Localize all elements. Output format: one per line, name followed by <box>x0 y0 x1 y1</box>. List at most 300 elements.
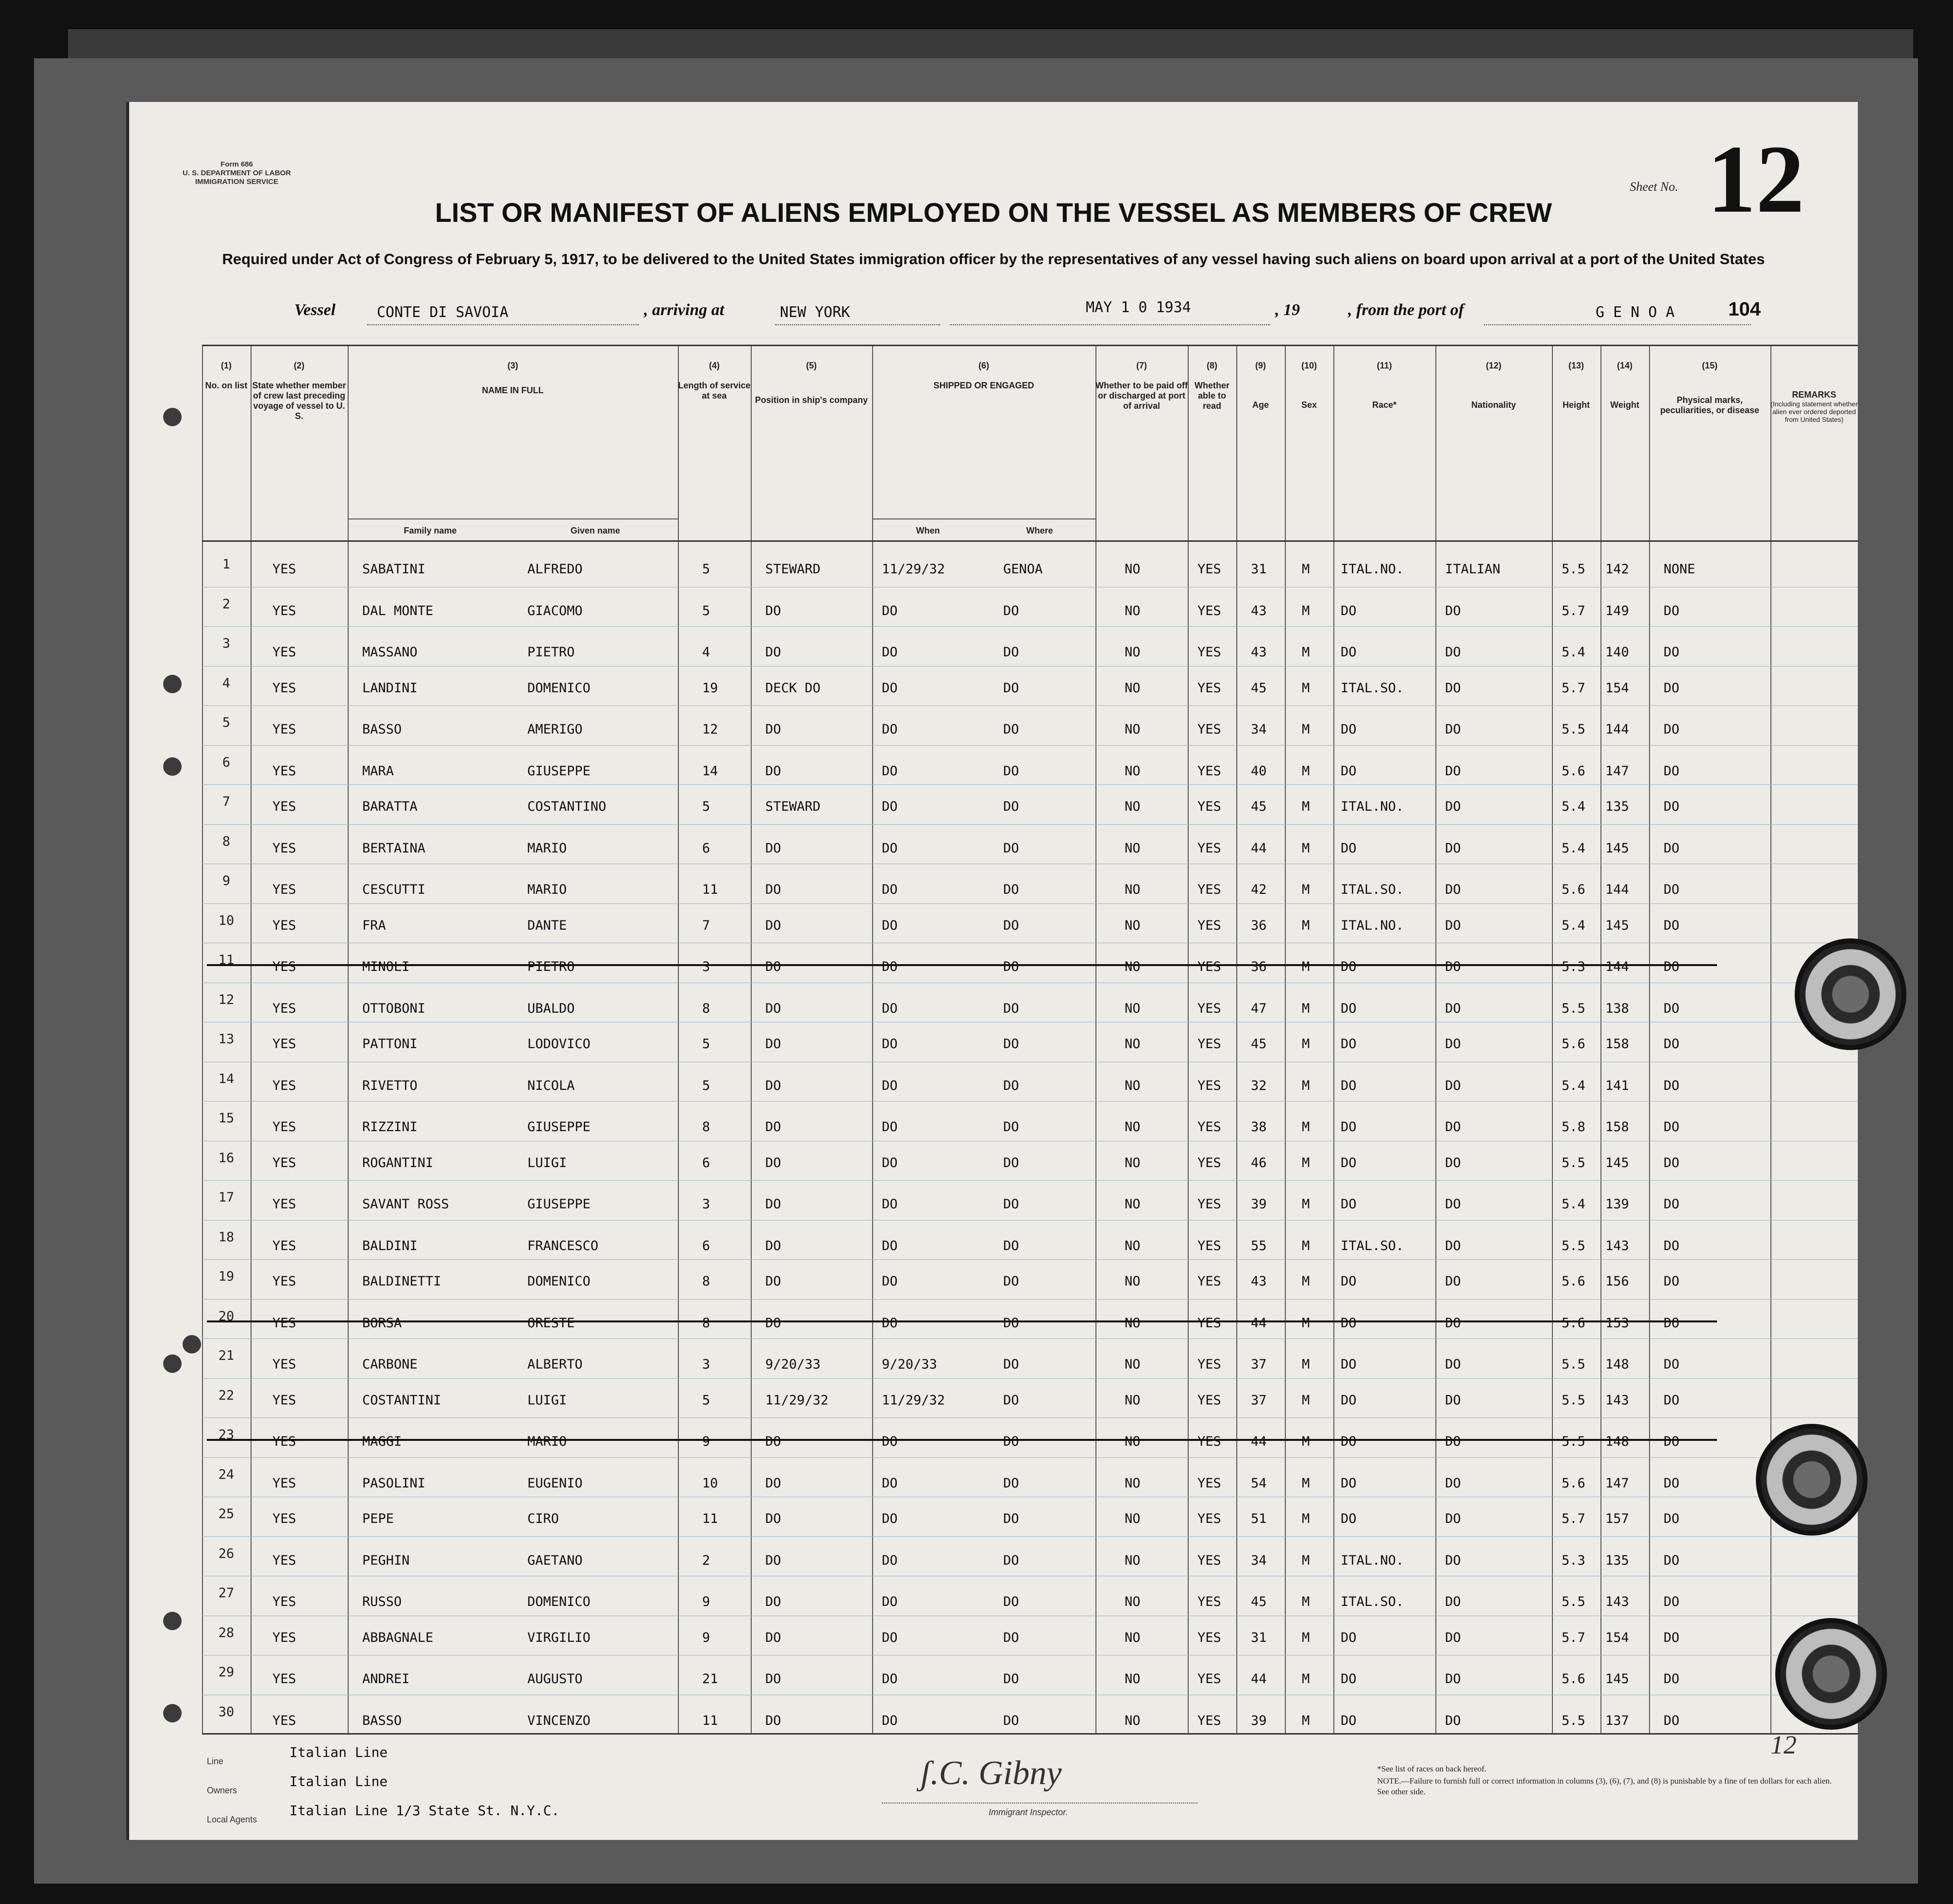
weight-cell: 148 <box>1605 1434 1629 1449</box>
age-cell: 36 <box>1251 918 1267 933</box>
shipped-when-cell: DO <box>882 1119 898 1135</box>
age-cell: 45 <box>1251 799 1267 814</box>
sex-cell: M <box>1302 1713 1310 1728</box>
shipped-where-cell: DO <box>1003 882 1019 897</box>
table-row <box>202 1619 1858 1658</box>
nationality-cell: DO <box>1445 1357 1461 1372</box>
physical-marks-cell: DO <box>1664 959 1680 974</box>
punch-hole <box>163 1354 182 1373</box>
us-cell: YES <box>272 603 296 618</box>
weight-cell: 137 <box>1605 1713 1629 1728</box>
shipped-when-cell: DO <box>882 680 898 696</box>
able-to-read-cell: YES <box>1197 1078 1221 1093</box>
table-row <box>202 1539 1858 1579</box>
service-cell: 5 <box>702 1078 710 1093</box>
age-cell: 31 <box>1251 562 1267 577</box>
table-row <box>202 1223 1858 1263</box>
weight-cell: 158 <box>1605 1036 1629 1052</box>
able-to-read-cell: YES <box>1197 1434 1221 1449</box>
height-cell: 5.4 <box>1562 918 1585 933</box>
shipped-when-cell: DO <box>882 1274 898 1289</box>
manifest-page <box>126 102 1858 1840</box>
shipped-when-cell: 9/20/33 <box>882 1357 937 1372</box>
height-cell: 5.6 <box>1562 1671 1585 1687</box>
row-number: 21 <box>218 1348 235 1363</box>
paid-off-cell: NO <box>1125 1511 1141 1526</box>
inspector-label: Immigrant Inspector. <box>989 1807 1068 1817</box>
position-cell: DO <box>765 882 781 897</box>
strike-through-line <box>207 964 1717 966</box>
height-cell: 5.5 <box>1562 1238 1585 1253</box>
sheet-label: Sheet No. <box>1630 180 1678 194</box>
given-name-cell: DOMENICO <box>527 680 591 696</box>
agents-label: Local Agents <box>207 1815 257 1824</box>
us-cell: YES <box>272 1713 296 1728</box>
col10-number: (10) <box>1301 361 1317 370</box>
position-cell: DO <box>765 763 781 779</box>
shipped-when-cell: DO <box>882 1078 898 1093</box>
given-name-cell: ALFREDO <box>527 562 583 577</box>
shipped-when-cell: DO <box>882 1155 898 1170</box>
height-cell: 5.4 <box>1562 1078 1585 1093</box>
weight-cell: 149 <box>1605 603 1629 618</box>
paid-off-cell: NO <box>1125 603 1141 618</box>
family-name-cell: CESCUTTI <box>362 882 426 897</box>
shipped-where-cell: DO <box>1003 1511 1019 1526</box>
row-number: 20 <box>218 1308 235 1324</box>
line-label: Line <box>207 1756 224 1766</box>
us-cell: YES <box>272 840 296 856</box>
paid-off-cell: NO <box>1125 763 1141 779</box>
weight-cell: 147 <box>1605 763 1629 779</box>
shipped-when-cell: 11/29/32 <box>882 1392 945 1408</box>
position-cell: DO <box>765 1197 781 1212</box>
us-cell: YES <box>272 562 296 577</box>
height-cell: 5.5 <box>1562 1594 1585 1609</box>
punch-hole <box>163 757 182 776</box>
age-cell: 38 <box>1251 1119 1267 1135</box>
shipped-where-cell: DO <box>1003 763 1019 779</box>
shipped-where-cell: DO <box>1003 1671 1019 1687</box>
given-name-cell: DANTE <box>527 918 567 933</box>
family-name-cell: MINOLI <box>362 959 410 974</box>
weight-cell: 143 <box>1605 1594 1629 1609</box>
col1-number: (1) <box>221 361 232 370</box>
family-name-cell: PATTONI <box>362 1036 418 1052</box>
inspector-signature: ʃ.C. Gibny <box>921 1754 1062 1792</box>
age-cell: 44 <box>1251 840 1267 856</box>
sex-cell: M <box>1302 1078 1310 1093</box>
position-cell: DO <box>765 1274 781 1289</box>
physical-marks-cell: DO <box>1664 1315 1680 1331</box>
sex-cell: M <box>1302 1594 1310 1609</box>
position-cell: DO <box>765 1078 781 1093</box>
position-cell: DO <box>765 1475 781 1491</box>
col7-label: Whether to be paid off or discharged at port of arrival <box>1095 381 1188 411</box>
paid-off-cell: NO <box>1125 1238 1141 1253</box>
physical-marks-cell: DO <box>1664 1671 1680 1687</box>
us-cell: YES <box>272 1434 296 1449</box>
race-cell: DO <box>1341 1155 1357 1170</box>
shipped-where-cell: DO <box>1003 1197 1019 1212</box>
nationality-cell: DO <box>1445 840 1461 856</box>
position-cell: 11/29/32 <box>765 1392 829 1408</box>
col3-family-header: Family name <box>404 526 457 535</box>
paid-off-cell: NO <box>1125 799 1141 814</box>
paid-off-cell: NO <box>1125 562 1141 577</box>
col9-header <box>1236 361 1285 410</box>
race-cell: ITAL.NO. <box>1341 1553 1404 1568</box>
service-cell: 6 <box>702 840 710 856</box>
us-cell: YES <box>272 763 296 779</box>
family-name-cell: RUSSO <box>362 1594 402 1609</box>
row-number: 30 <box>218 1704 235 1720</box>
row-number: 29 <box>218 1665 235 1680</box>
col15-number: (15) <box>1701 361 1717 370</box>
owners-label: Owners <box>207 1786 237 1795</box>
year-label: , 19 <box>1275 301 1300 319</box>
row-number: 6 <box>222 754 231 770</box>
service-cell: 3 <box>702 1197 710 1212</box>
given-name-cell: PIETRO <box>527 959 575 974</box>
physical-marks-cell: DO <box>1664 1036 1680 1052</box>
nationality-cell: DO <box>1445 1274 1461 1289</box>
shipped-when-cell: DO <box>882 1553 898 1568</box>
given-name-cell: GIUSEPPE <box>527 763 591 779</box>
table-row <box>202 1460 1858 1500</box>
col14-number: (14) <box>1616 361 1633 370</box>
position-cell: DO <box>765 1315 781 1331</box>
col15-label: Physical marks, peculiarities, or disease <box>1660 395 1760 415</box>
nationality-cell: DO <box>1445 1001 1461 1016</box>
shipped-when-cell: DO <box>882 882 898 897</box>
table-row <box>202 1025 1858 1065</box>
sex-cell: M <box>1302 763 1310 779</box>
race-cell: DO <box>1341 1274 1357 1289</box>
table-row <box>202 1579 1858 1619</box>
physical-marks-cell: DO <box>1664 1630 1680 1645</box>
position-cell: STEWARD <box>765 562 821 577</box>
shipped-where-cell: DO <box>1003 1036 1019 1052</box>
shipped-where-cell: DO <box>1003 1155 1019 1170</box>
sex-cell: M <box>1302 1238 1310 1253</box>
family-name-cell: CARBONE <box>362 1357 418 1372</box>
consulate-stamp <box>1756 1424 1868 1536</box>
sex-cell: M <box>1302 1630 1310 1645</box>
shipped-when-cell: DO <box>882 1001 898 1016</box>
nationality-cell: DO <box>1445 1197 1461 1212</box>
shipped-when-cell: DO <box>882 722 898 737</box>
given-name-cell: GIUSEPPE <box>527 1119 591 1135</box>
paid-off-cell: NO <box>1125 1713 1141 1728</box>
height-cell: 5.6 <box>1562 882 1585 897</box>
age-cell: 43 <box>1251 1274 1267 1289</box>
position-cell: DO <box>765 1155 781 1170</box>
race-cell: ITAL.SO. <box>1341 1238 1404 1253</box>
shipped-where-cell: DO <box>1003 645 1019 660</box>
service-cell: 6 <box>702 1238 710 1253</box>
service-cell: 2 <box>702 1553 710 1568</box>
family-name-cell: ANDREI <box>362 1671 410 1687</box>
able-to-read-cell: YES <box>1197 1392 1221 1408</box>
sex-cell: M <box>1302 840 1310 856</box>
table-row <box>202 590 1858 630</box>
paid-off-cell: NO <box>1125 1078 1141 1093</box>
height-cell: 5.7 <box>1562 1630 1585 1645</box>
table-row <box>202 1104 1858 1144</box>
paid-off-cell: NO <box>1125 840 1141 856</box>
page-number: 104 <box>1728 299 1761 320</box>
row-number: 7 <box>222 794 231 809</box>
nationality-cell: DO <box>1445 1036 1461 1052</box>
owners-value: Italian Line <box>289 1773 388 1789</box>
vessel-name: CONTE DI SAVOIA <box>377 304 508 321</box>
height-cell: 5.5 <box>1562 562 1585 577</box>
table-row <box>202 1500 1858 1539</box>
us-cell: YES <box>272 882 296 897</box>
punch-hole <box>163 1704 182 1722</box>
able-to-read-cell: YES <box>1197 1671 1221 1687</box>
sex-cell: M <box>1302 603 1310 618</box>
us-cell: YES <box>272 1392 296 1408</box>
given-name-cell: VINCENZO <box>527 1713 591 1728</box>
service-cell: 11 <box>702 882 718 897</box>
family-name-cell: COSTANTINI <box>362 1392 441 1408</box>
service-cell: 9 <box>702 1594 710 1609</box>
paid-off-cell: NO <box>1125 645 1141 660</box>
row-number: 15 <box>218 1111 235 1126</box>
able-to-read-cell: YES <box>1197 1238 1221 1253</box>
col2-number: (2) <box>294 361 304 370</box>
arriving-port: NEW YORK <box>780 304 850 321</box>
race-cell: DO <box>1341 1357 1357 1372</box>
sex-cell: M <box>1302 645 1310 660</box>
us-cell: YES <box>272 1078 296 1093</box>
service-cell: 7 <box>702 918 710 933</box>
weight-cell: 140 <box>1605 645 1629 660</box>
service-cell: 8 <box>702 1119 710 1135</box>
weight-cell: 154 <box>1605 680 1629 696</box>
given-name-cell: DOMENICO <box>527 1274 591 1289</box>
race-cell: DO <box>1341 1315 1357 1331</box>
nationality-cell: DO <box>1445 799 1461 814</box>
shipped-when-cell: DO <box>882 1713 898 1728</box>
sex-cell: M <box>1302 799 1310 814</box>
nationality-cell: DO <box>1445 763 1461 779</box>
col14-label: Weight <box>1610 400 1639 410</box>
us-cell: YES <box>272 1315 296 1331</box>
able-to-read-cell: YES <box>1197 1315 1221 1331</box>
us-cell: YES <box>272 959 296 974</box>
footer <box>202 1730 1858 1841</box>
height-cell: 5.5 <box>1562 1713 1585 1728</box>
race-cell: DO <box>1341 1434 1357 1449</box>
sex-cell: M <box>1302 722 1310 737</box>
table-row <box>202 867 1858 906</box>
race-cell: DO <box>1341 603 1357 618</box>
consulate-stamp <box>1775 1618 1887 1730</box>
row-number: 5 <box>222 715 231 730</box>
shipped-where-cell: DO <box>1003 603 1019 618</box>
table-row <box>202 748 1858 788</box>
weight-cell: 144 <box>1605 722 1629 737</box>
able-to-read-cell: YES <box>1197 840 1221 856</box>
sex-cell: M <box>1302 959 1310 974</box>
table-row <box>202 906 1858 946</box>
position-cell: DO <box>765 1238 781 1253</box>
us-cell: YES <box>272 1119 296 1135</box>
row-number: 16 <box>218 1150 235 1166</box>
service-cell: 8 <box>702 1274 710 1289</box>
given-name-cell: GAETANO <box>527 1553 583 1568</box>
col3-given-header: Given name <box>570 526 621 535</box>
able-to-read-cell: YES <box>1197 763 1221 779</box>
height-cell: 5.5 <box>1562 1434 1585 1449</box>
row-number: 12 <box>218 992 235 1007</box>
us-cell: YES <box>272 1671 296 1687</box>
physical-marks-cell: DO <box>1664 1434 1680 1449</box>
paid-off-cell: NO <box>1125 1392 1141 1408</box>
height-cell: 5.7 <box>1562 1511 1585 1526</box>
col14-header <box>1600 361 1649 410</box>
sex-cell: M <box>1302 1119 1310 1135</box>
physical-marks-cell: DO <box>1664 1594 1680 1609</box>
able-to-read-cell: YES <box>1197 799 1221 814</box>
height-cell: 5.4 <box>1562 1197 1585 1212</box>
family-name-cell: BASSO <box>362 1713 402 1728</box>
given-name-cell: LUIGI <box>527 1155 567 1170</box>
nationality-cell: DO <box>1445 722 1461 737</box>
age-cell: 36 <box>1251 959 1267 974</box>
family-name-cell: SABATINI <box>362 562 426 577</box>
us-cell: YES <box>272 1594 296 1609</box>
remarks-sublabel: (Including statement whether alien ever ordered deported from United States) <box>1770 400 1858 423</box>
able-to-read-cell: YES <box>1197 1357 1221 1372</box>
nationality-cell: DO <box>1445 1594 1461 1609</box>
given-name-cell: UBALDO <box>527 1001 575 1016</box>
shipped-where-cell: DO <box>1003 1119 1019 1135</box>
remarks-header <box>1770 390 1858 423</box>
line-value: Italian Line <box>289 1744 388 1760</box>
us-cell: YES <box>272 799 296 814</box>
given-name-cell: NICOLA <box>527 1078 575 1093</box>
nationality-cell: DO <box>1445 1671 1461 1687</box>
shipped-where-cell: DO <box>1003 1274 1019 1289</box>
age-cell: 37 <box>1251 1357 1267 1372</box>
row-number: 3 <box>222 636 231 651</box>
form-number: Form 686 <box>220 160 253 168</box>
service-cell: 9 <box>702 1630 710 1645</box>
given-name-cell: DOMENICO <box>527 1594 591 1609</box>
us-cell: YES <box>272 722 296 737</box>
given-name-cell: MARIO <box>527 840 567 856</box>
nationality-cell: DO <box>1445 1511 1461 1526</box>
given-name-cell: LODOVICO <box>527 1036 591 1052</box>
table-row <box>202 1183 1858 1223</box>
shipped-where-cell: DO <box>1003 1078 1019 1093</box>
col6-when-header: When <box>916 526 940 535</box>
height-cell: 5.7 <box>1562 603 1585 618</box>
shipped-where-cell: DO <box>1003 1357 1019 1372</box>
race-cell: DO <box>1341 1392 1357 1408</box>
form-identifier <box>183 160 291 186</box>
given-name-cell: ALBERTO <box>527 1357 583 1372</box>
given-name-cell: AMERIGO <box>527 722 583 737</box>
given-name-cell: LUIGI <box>527 1392 567 1408</box>
paid-off-cell: NO <box>1125 1197 1141 1212</box>
weight-cell: 139 <box>1605 1197 1629 1212</box>
able-to-read-cell: YES <box>1197 1036 1221 1052</box>
nationality-cell: ITALIAN <box>1445 562 1500 577</box>
form-title: LIST OR MANIFEST OF ALIENS EMPLOYED ON THE VESSEL AS MEMBERS OF CREW <box>435 197 1552 228</box>
weight-cell: 135 <box>1605 1553 1629 1568</box>
able-to-read-cell: YES <box>1197 1630 1221 1645</box>
able-to-read-cell: YES <box>1197 1197 1221 1212</box>
paid-off-cell: NO <box>1125 1594 1141 1609</box>
nationality-cell: DO <box>1445 1392 1461 1408</box>
race-cell: ITAL.NO. <box>1341 799 1404 814</box>
us-cell: YES <box>272 1155 296 1170</box>
nationality-cell: DO <box>1445 1315 1461 1331</box>
shipped-when-cell: DO <box>882 840 898 856</box>
physical-marks-cell: DO <box>1664 763 1680 779</box>
physical-marks-cell: DO <box>1664 1078 1680 1093</box>
service-cell: 12 <box>702 722 718 737</box>
physical-marks-cell: DO <box>1664 918 1680 933</box>
family-name-cell: LANDINI <box>362 680 418 696</box>
position-cell: DO <box>765 645 781 660</box>
col11-label: Race* <box>1372 400 1397 410</box>
sex-cell: M <box>1302 1274 1310 1289</box>
col4-header <box>678 361 751 401</box>
nationality-cell: DO <box>1445 1630 1461 1645</box>
physical-marks-cell: DO <box>1664 1357 1680 1372</box>
given-name-cell: MARIO <box>527 1434 567 1449</box>
service-cell: 5 <box>702 603 710 618</box>
paid-off-cell: NO <box>1125 918 1141 933</box>
paid-off-cell: NO <box>1125 1630 1141 1645</box>
col10-header <box>1285 361 1333 410</box>
from-port-label: , from the port of <box>1348 301 1464 319</box>
table-row <box>202 1341 1858 1381</box>
height-cell: 5.3 <box>1562 1553 1585 1568</box>
shipped-where-cell: DO <box>1003 1630 1019 1645</box>
nationality-cell: DO <box>1445 1155 1461 1170</box>
weight-cell: 158 <box>1605 1119 1629 1135</box>
table-row <box>202 827 1858 867</box>
col5-header <box>751 361 872 405</box>
shipped-when-cell: DO <box>882 1434 898 1449</box>
height-cell: 5.6 <box>1562 763 1585 779</box>
position-cell: 9/20/33 <box>765 1357 821 1372</box>
physical-marks-cell: DO <box>1664 1392 1680 1408</box>
us-cell: YES <box>272 1511 296 1526</box>
paid-off-cell: NO <box>1125 1001 1141 1016</box>
row-number: 10 <box>218 913 235 928</box>
nationality-cell: DO <box>1445 1119 1461 1135</box>
family-name-cell: BALDINETTI <box>362 1274 441 1289</box>
family-name-cell: BARATTA <box>362 799 418 814</box>
position-cell: DO <box>765 840 781 856</box>
col7-number: (7) <box>1136 361 1147 370</box>
col5-number: (5) <box>806 361 817 370</box>
age-cell: 31 <box>1251 1630 1267 1645</box>
sex-cell: M <box>1302 1553 1310 1568</box>
col9-label: Age <box>1252 400 1269 410</box>
weight-cell: 138 <box>1605 1001 1629 1016</box>
able-to-read-cell: YES <box>1197 562 1221 577</box>
family-name-cell: PEGHIN <box>362 1553 410 1568</box>
